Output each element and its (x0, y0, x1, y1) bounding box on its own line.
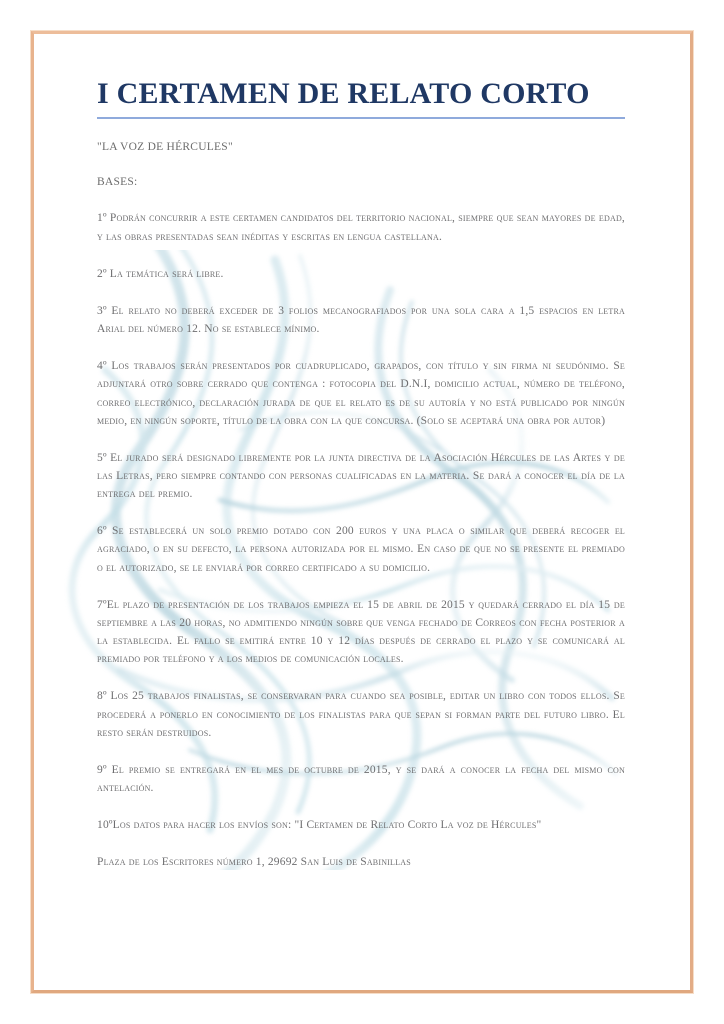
bases-label: BASES: (97, 175, 138, 188)
document-subtitle: "LA VOZ DE HÉRCULES" (97, 141, 233, 154)
clause-5: 5º El jurado será designado libremente por la junta directiva de la Asociación Hércules de las Artes y de las Letras, pero siempre contando con personas cualificadas en la materia. Se dará a conocer el día de la entrega del premio. (97, 451, 625, 501)
document-content (97, 78, 625, 872)
clause-10: 10ºLos datos para hacer los envíos son: "I Certamen de Relato Corto La voz de Hércules" (97, 819, 542, 832)
title-divider (97, 117, 625, 119)
clause-6: 6º Se establecerá un solo premio dotado con 200 euros y una placa o similar que deberá recoger el agraciado, o en su defecto, la persona autorizada por el mismo. En caso de que no se presente el premiado o el autorizado, se le enviará por correo certificado a su domicilio. (97, 525, 625, 574)
clause-3: 3º El relato no deberá exceder de 3 folios mecanografiados por una sola cara a 1,5 espacios en letra Arial del número 12. No se establece mínimo. (97, 304, 625, 336)
clause-9: 9º El premio se entregará en el mes de octubre de 2015, y se dará a conocer la fecha del mismo con antelación. (97, 763, 625, 795)
clause-2: 2º La temática será libre. (97, 267, 224, 280)
clause-1: 1º Podrán concurrir a este certamen candidatos del territorio nacional, siempre que sean mayores de edad, y las obras presentadas sean inéditas y escritas en lengua castellana. (97, 212, 625, 243)
clause-8: 8º Los 25 trabajos finalistas, se conservaran para cuando sea posible, editar un libro con todos ellos. Se procederá a ponerlo en conocimiento de los finalistas para que sepan si forman parte del futuro libro. El resto serán destruidos. (97, 690, 625, 739)
page-title: I CERTAMEN DE RELATO CORTO (97, 77, 590, 110)
submission-address: Plaza de los Escritores número 1, 29692 San Luis de Sabinillas (97, 856, 411, 869)
clause-4: 4º Los trabajos serán presentados por cuadruplicado, grapados, con título y sin firma ni seudónimo. Se adjuntará otro sobre cerrado que contenga : fotocopia del D.N.I, domicilio actual, número de teléfono, correo electrónico, declaración jurada de que el relato es de su autoría y no está publicado por ningún medio, en ningún soporte, título de la obra con la que concursa. (Solo se aceptará una obra por autor) (97, 360, 625, 427)
clause-7: 7ºEl plazo de presentación de los trabajos empieza el 15 de abril de 2015 y quedará cerrado el día 15 de septiembre a las 20 horas, no admitiendo ningún sobre que venga fechado de Correos con fecha posterior a la establecida. El fallo se emitirá entre 10 y 12 días después de cerrado el plazo y se comunicará al premiado por teléfono y a los medios de comunicación locales. (97, 598, 625, 666)
